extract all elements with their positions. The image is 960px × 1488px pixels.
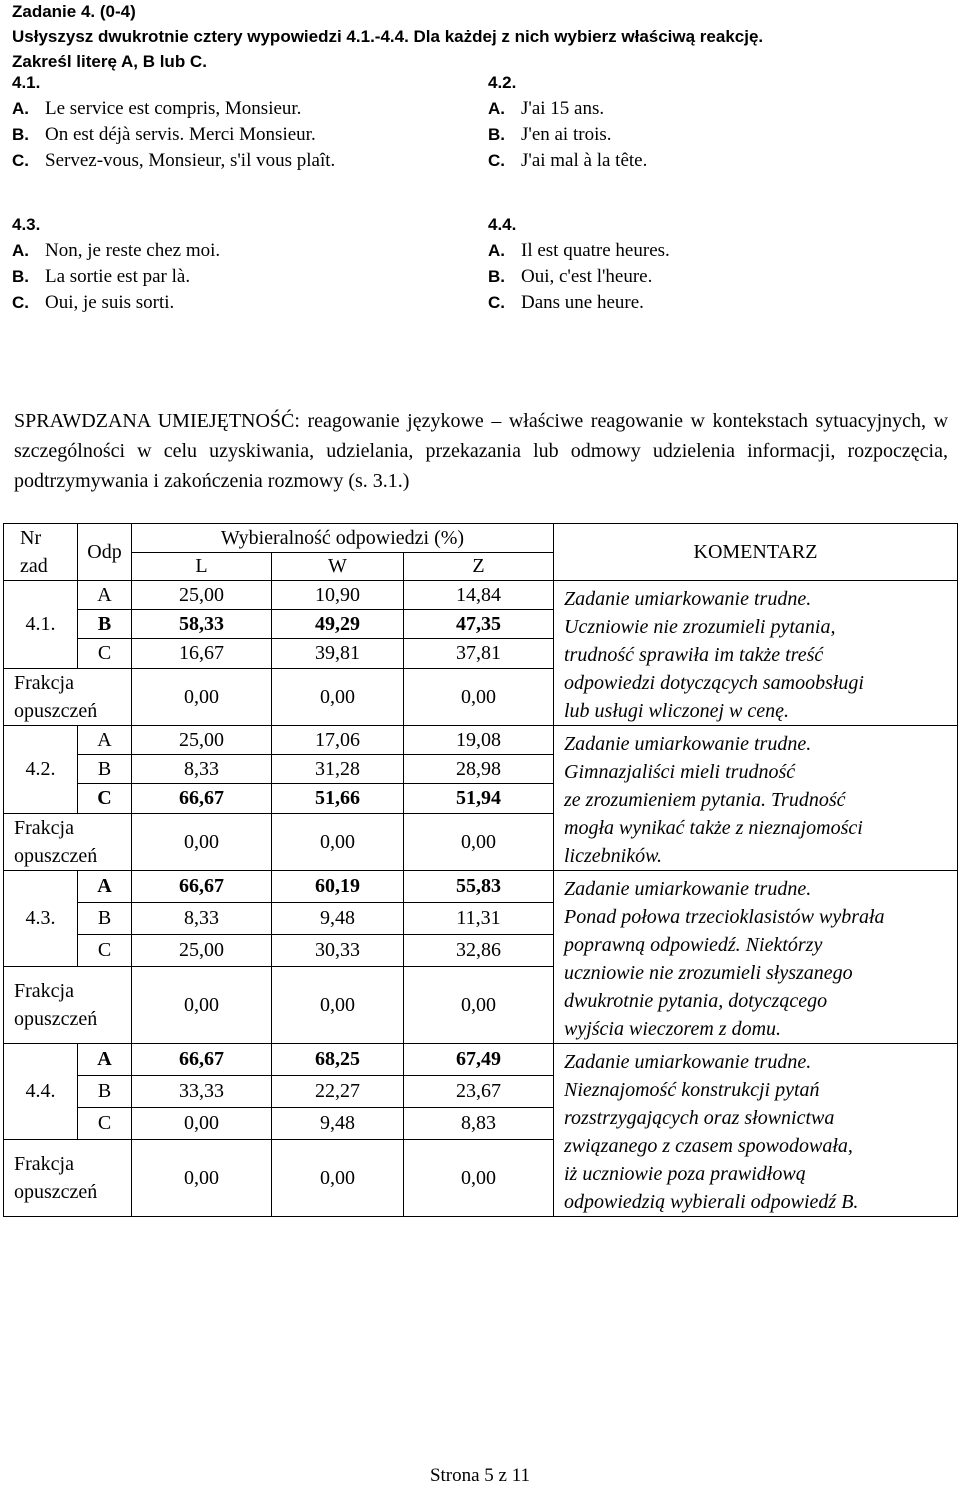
task-number: 4.3. — [4, 871, 78, 967]
value-z: 32,86 — [404, 934, 554, 966]
comment-line: mogła wynikać także z nieznajomości — [564, 817, 863, 839]
comment-line: odpowiedzi dotyczących samoobsługi — [564, 672, 864, 694]
omission-label-line1: Frakcja — [14, 1152, 74, 1175]
skill-description — [14, 406, 948, 496]
value-w: 68,25 — [272, 1044, 404, 1076]
zad-label: zad — [20, 555, 48, 577]
nr-label: Nr — [20, 527, 42, 549]
answer-letter: C — [78, 934, 132, 966]
table-row — [4, 871, 958, 903]
omission-label-line1: Frakcja — [14, 671, 74, 694]
page-footer: Strona 5 z 11 — [429, 1465, 531, 1486]
option-letter: C. — [12, 293, 29, 312]
value-w: 9,48 — [272, 902, 404, 934]
comment-line: trudność sprawiła im także treść — [564, 644, 824, 666]
komentarz-header: KOMENTARZ — [554, 524, 958, 581]
option-text: Non, je reste chez moi. — [45, 240, 221, 261]
task-comment — [554, 581, 958, 726]
value-z: 51,94 — [404, 784, 554, 813]
option-letter: C. — [488, 293, 505, 312]
comment-line: wyjścia wieczorem z domu. — [564, 1018, 782, 1040]
option-text: Oui, je suis sorti. — [45, 292, 175, 313]
omission-value-l: 0,00 — [132, 1139, 272, 1216]
question-2 — [488, 70, 647, 174]
option-letter: C. — [488, 151, 505, 170]
value-l: 8,33 — [132, 902, 272, 934]
value-z: 19,08 — [404, 726, 554, 755]
value-w: 10,90 — [272, 581, 404, 610]
value-w: 22,27 — [272, 1075, 404, 1107]
value-z: 8,83 — [404, 1107, 554, 1139]
answer-letter: A — [78, 581, 132, 610]
omission-label — [4, 813, 132, 870]
comment-line: Nieznajomość konstrukcji pytań — [564, 1079, 820, 1101]
omission-value-w: 0,00 — [272, 813, 404, 870]
value-l: 25,00 — [132, 581, 272, 610]
task-number: 4.4. — [4, 1044, 78, 1140]
omission-value-l: 0,00 — [132, 813, 272, 870]
value-l: 66,67 — [132, 1044, 272, 1076]
value-z: 14,84 — [404, 581, 554, 610]
omission-label — [4, 1139, 132, 1216]
value-l: 33,33 — [132, 1075, 272, 1107]
comment-line: Ponad połowa trzecioklasistów wybrała — [564, 906, 885, 928]
comment-line: Zadanie umiarkowanie trudne. — [564, 878, 812, 900]
task-number: 4.2. — [4, 726, 78, 814]
omission-value-l: 0,00 — [132, 966, 272, 1043]
option-text: J'en ai trois. — [521, 124, 612, 145]
comment-line: Zadanie umiarkowanie trudne. — [564, 588, 812, 610]
value-z: 23,67 — [404, 1075, 554, 1107]
value-l: 16,67 — [132, 639, 272, 668]
value-w: 30,33 — [272, 934, 404, 966]
value-z: 28,98 — [404, 755, 554, 784]
nr-zad-header — [4, 524, 78, 581]
answer-letter: A — [78, 726, 132, 755]
omission-label-line2: opuszczeń — [14, 699, 98, 722]
question-number: 4.4. — [488, 215, 517, 234]
task-comment — [554, 726, 958, 871]
answer-option[interactable] — [488, 290, 670, 316]
answer-letter: B — [78, 755, 132, 784]
omission-label-line1: Frakcja — [14, 979, 74, 1002]
answer-option[interactable] — [12, 148, 335, 174]
value-w: 39,81 — [272, 639, 404, 668]
value-z: 67,49 — [404, 1044, 554, 1076]
question-4 — [488, 212, 670, 316]
answer-option[interactable] — [12, 96, 335, 122]
comment-line: rozstrzygających oraz słownictwa — [564, 1107, 835, 1129]
answer-option[interactable] — [12, 290, 220, 316]
skill-text: reagowanie językowe – właściwe reagowanie w kontekstach sytuacyjnych, w szczególności w celu uzyskiwania, udzielania, przekazania lub odmowy udzielenia informacji, rozpoczęcia, podtrzymywania i zakończenia rozmowy (s. 3.1.) — [14, 410, 949, 492]
comment-line: poprawną odpowiedź. Niektórzy — [564, 934, 823, 956]
omission-value-z: 0,00 — [404, 966, 554, 1043]
skill-label: SPRAWDZANA UMIEJĘTNOŚĆ: — [14, 410, 300, 432]
option-text: J'ai 15 ans. — [521, 98, 605, 119]
table-row — [4, 726, 958, 755]
option-letter: A. — [488, 99, 505, 118]
task-instruction: Usłyszysz dwukrotnie cztery wypowiedzi 4.1.-4.4. Dla każdej z nich wybierz właściwą reakcję. — [12, 27, 764, 46]
comment-line: odpowiedzią wybierali odpowiedź B. — [564, 1191, 859, 1213]
value-w: 17,06 — [272, 726, 404, 755]
odp-header: Odp — [78, 524, 132, 581]
comment-line: związanego z czasem spowodowała, — [564, 1135, 853, 1157]
omission-value-z: 0,00 — [404, 668, 554, 725]
value-l: 66,67 — [132, 871, 272, 903]
question-number: 4.2. — [488, 73, 517, 92]
option-text: Il est quatre heures. — [521, 240, 670, 261]
omission-label-line2: opuszczeń — [14, 844, 98, 867]
value-l: 25,00 — [132, 726, 272, 755]
comment-line: Zadanie umiarkowanie trudne. — [564, 1051, 812, 1073]
answer-letter: C — [78, 1107, 132, 1139]
omission-value-w: 0,00 — [272, 668, 404, 725]
task-title: Zadanie 4. (0-4) — [12, 2, 136, 21]
option-letter: B. — [12, 267, 29, 286]
comment-line: lub usługi wliczonej w cenę. — [564, 700, 789, 722]
question-number: 4.3. — [12, 215, 41, 234]
col-w-header: W — [272, 552, 404, 581]
value-w: 31,28 — [272, 755, 404, 784]
option-letter: A. — [12, 241, 29, 260]
option-text: Oui, c'est l'heure. — [521, 266, 653, 287]
omission-value-z: 0,00 — [404, 813, 554, 870]
value-z: 11,31 — [404, 902, 554, 934]
question-1 — [12, 70, 335, 174]
option-text: Le service est compris, Monsieur. — [45, 98, 302, 119]
option-text: Dans une heure. — [521, 292, 644, 313]
answer-option[interactable] — [12, 264, 220, 290]
omission-label — [4, 966, 132, 1043]
task-comment — [554, 1044, 958, 1217]
option-text: Servez-vous, Monsieur, s'il vous plaît. — [45, 150, 336, 171]
answer-letter: A — [78, 871, 132, 903]
value-l: 0,00 — [132, 1107, 272, 1139]
option-letter: B. — [12, 125, 29, 144]
answer-letter: B — [78, 610, 132, 639]
value-l: 8,33 — [132, 755, 272, 784]
option-letter: A. — [12, 99, 29, 118]
question-3 — [12, 212, 220, 316]
comment-line: uczniowie nie zrozumieli słyszanego — [564, 962, 853, 984]
answer-letter: B — [78, 902, 132, 934]
omission-value-w: 0,00 — [272, 966, 404, 1043]
comment-line: dwukrotnie pytania, dotyczącego — [564, 990, 828, 1012]
answer-option[interactable] — [488, 238, 670, 264]
value-w: 9,48 — [272, 1107, 404, 1139]
answer-letter: A — [78, 1044, 132, 1076]
value-w: 49,29 — [272, 610, 404, 639]
answer-option[interactable] — [488, 148, 647, 174]
comment-line: iż uczniowie poza prawidłową — [564, 1163, 806, 1185]
option-letter: B. — [488, 267, 505, 286]
option-letter: C. — [12, 151, 29, 170]
option-text: On est déjà servis. Merci Monsieur. — [45, 124, 316, 145]
value-w: 60,19 — [272, 871, 404, 903]
omission-value-z: 0,00 — [404, 1139, 554, 1216]
comment-line: ze zrozumieniem pytania. Trudność — [564, 789, 846, 811]
task-comment — [554, 871, 958, 1044]
task-instruction-2: Zakreśl literę A, B lub C. — [12, 52, 207, 71]
results-table — [3, 523, 958, 1217]
value-l: 58,33 — [132, 610, 272, 639]
answer-option[interactable] — [12, 238, 220, 264]
value-w: 51,66 — [272, 784, 404, 813]
omission-value-w: 0,00 — [272, 1139, 404, 1216]
col-l-header: L — [132, 552, 272, 581]
omission-label-line2: opuszczeń — [14, 1007, 98, 1030]
value-l: 66,67 — [132, 784, 272, 813]
omission-label — [4, 668, 132, 725]
option-text: J'ai mal à la tête. — [521, 150, 648, 171]
answer-option[interactable] — [488, 96, 647, 122]
table-row — [4, 1044, 958, 1076]
answer-option[interactable] — [488, 122, 647, 148]
selectivity-header: Wybieralność odpowiedzi (%) — [132, 524, 554, 553]
answer-option[interactable] — [488, 264, 670, 290]
option-letter: B. — [488, 125, 505, 144]
value-l: 25,00 — [132, 934, 272, 966]
comment-line: Uczniowie nie zrozumieli pytania, — [564, 616, 836, 638]
answer-option[interactable] — [12, 122, 335, 148]
question-number: 4.1. — [12, 73, 41, 92]
value-z: 47,35 — [404, 610, 554, 639]
table-row — [4, 581, 958, 610]
answer-letter: C — [78, 784, 132, 813]
task-number: 4.1. — [4, 581, 78, 669]
answer-letter: B — [78, 1075, 132, 1107]
value-z: 37,81 — [404, 639, 554, 668]
omission-value-l: 0,00 — [132, 668, 272, 725]
option-text: La sortie est par là. — [45, 266, 191, 287]
comment-line: Zadanie umiarkowanie trudne. — [564, 733, 812, 755]
col-z-header: Z — [404, 552, 554, 581]
omission-label-line2: opuszczeń — [14, 1180, 98, 1203]
omission-label-line1: Frakcja — [14, 816, 74, 839]
comment-line: Gimnazjaliści mieli trudność — [564, 761, 796, 783]
answer-letter: C — [78, 639, 132, 668]
value-z: 55,83 — [404, 871, 554, 903]
option-letter: A. — [488, 241, 505, 260]
comment-line: liczebników. — [564, 845, 662, 867]
